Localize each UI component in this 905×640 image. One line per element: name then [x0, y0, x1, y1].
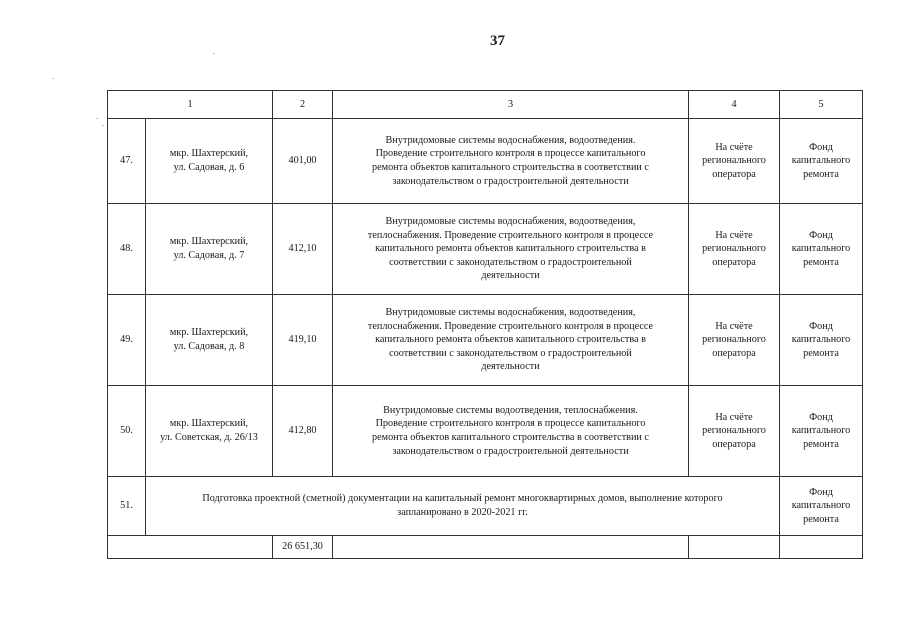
table-row-51 — [108, 477, 863, 536]
row-address: мкр. Шахтерский, ул. Садовая, д. 8 — [146, 295, 273, 386]
row-customer: На счёте регионального оператора — [689, 204, 780, 295]
table-row-50 — [108, 386, 863, 477]
row-funding-source: Фонд капитального ремонта — [780, 477, 863, 536]
table-row-48 — [108, 204, 863, 295]
header-cell-5: 5 — [780, 91, 863, 119]
row-customer: На счёте регионального оператора — [689, 295, 780, 386]
table-row-49 — [108, 295, 863, 386]
page-number-text: 37 — [490, 33, 505, 49]
row-funding-source: Фонд капитального ремонта — [780, 204, 863, 295]
header-cell-2: 2 — [273, 91, 333, 119]
row-number: 50. — [108, 386, 146, 477]
row-address: мкр. Шахтерский, ул. Садовая, д. 7 — [146, 204, 273, 295]
row-funding-source: Фонд капитального ремонта — [780, 119, 863, 204]
row-funding-source: Фонд капитального ремонта — [780, 386, 863, 477]
scan-speck — [52, 78, 54, 79]
row-area: 419,10 — [273, 295, 333, 386]
total-area: 26 651,30 — [273, 536, 333, 559]
scan-speck — [96, 118, 98, 119]
header-cell-3: 3 — [333, 91, 689, 119]
row-number: 48. — [108, 204, 146, 295]
scan-speck — [213, 53, 215, 54]
row-area: 401,00 — [273, 119, 333, 204]
works-table — [107, 90, 863, 559]
page-number — [0, 33, 905, 50]
row-works: Внутридомовые системы водоотведения, теплоснабжения. Проведение строительного контроля в процессе капитального ремонта объектов капитального строительства в соответствии с законодательством о градостроительной деятельности — [333, 386, 689, 477]
row-works: Внутридомовые системы водоснабжения, водоотведения. Проведение строительного контроля в процессе капитального ремонта объектов капитального строительства в соответствии с законодательством о градостроительной деятельности — [333, 119, 689, 204]
table-row-47 — [108, 119, 863, 204]
row-area: 412,10 — [273, 204, 333, 295]
total-empty-cell — [780, 536, 863, 559]
row-number: 47. — [108, 119, 146, 204]
header-cell-1: 1 — [108, 91, 273, 119]
total-row — [108, 536, 863, 559]
row-address: мкр. Шахтерский, ул. Советская, д. 26/13 — [146, 386, 273, 477]
row-number: 51. — [108, 477, 146, 536]
row-funding-source: Фонд капитального ремонта — [780, 295, 863, 386]
total-label-cell — [108, 536, 273, 559]
scan-speck — [102, 125, 104, 126]
header-cell-4: 4 — [689, 91, 780, 119]
row-works-merged: Подготовка проектной (сметной) документации на капитальный ремонт многоквартирных домов, выполнение которого запланировано в 2020-2021 гг. — [146, 477, 780, 536]
row-works: Внутридомовые системы водоснабжения, водоотведения, теплоснабжения. Проведение строительного контроля в процессе капитального ремонта объектов капитального строительства в соответствии с законодательством о градостроительной деятельности — [333, 204, 689, 295]
total-empty-cell — [689, 536, 780, 559]
header-row — [108, 91, 863, 119]
row-customer: На счёте регионального оператора — [689, 119, 780, 204]
total-empty-cell — [333, 536, 689, 559]
row-number: 49. — [108, 295, 146, 386]
row-works: Внутридомовые системы водоснабжения, водоотведения, теплоснабжения. Проведение строительного контроля в процессе капитального ремонта объектов капитального строительства в соответствии с законодательством о градостроительной деятельности — [333, 295, 689, 386]
row-address: мкр. Шахтерский, ул. Садовая, д. 6 — [146, 119, 273, 204]
row-area: 412,80 — [273, 386, 333, 477]
row-customer: На счёте регионального оператора — [689, 386, 780, 477]
